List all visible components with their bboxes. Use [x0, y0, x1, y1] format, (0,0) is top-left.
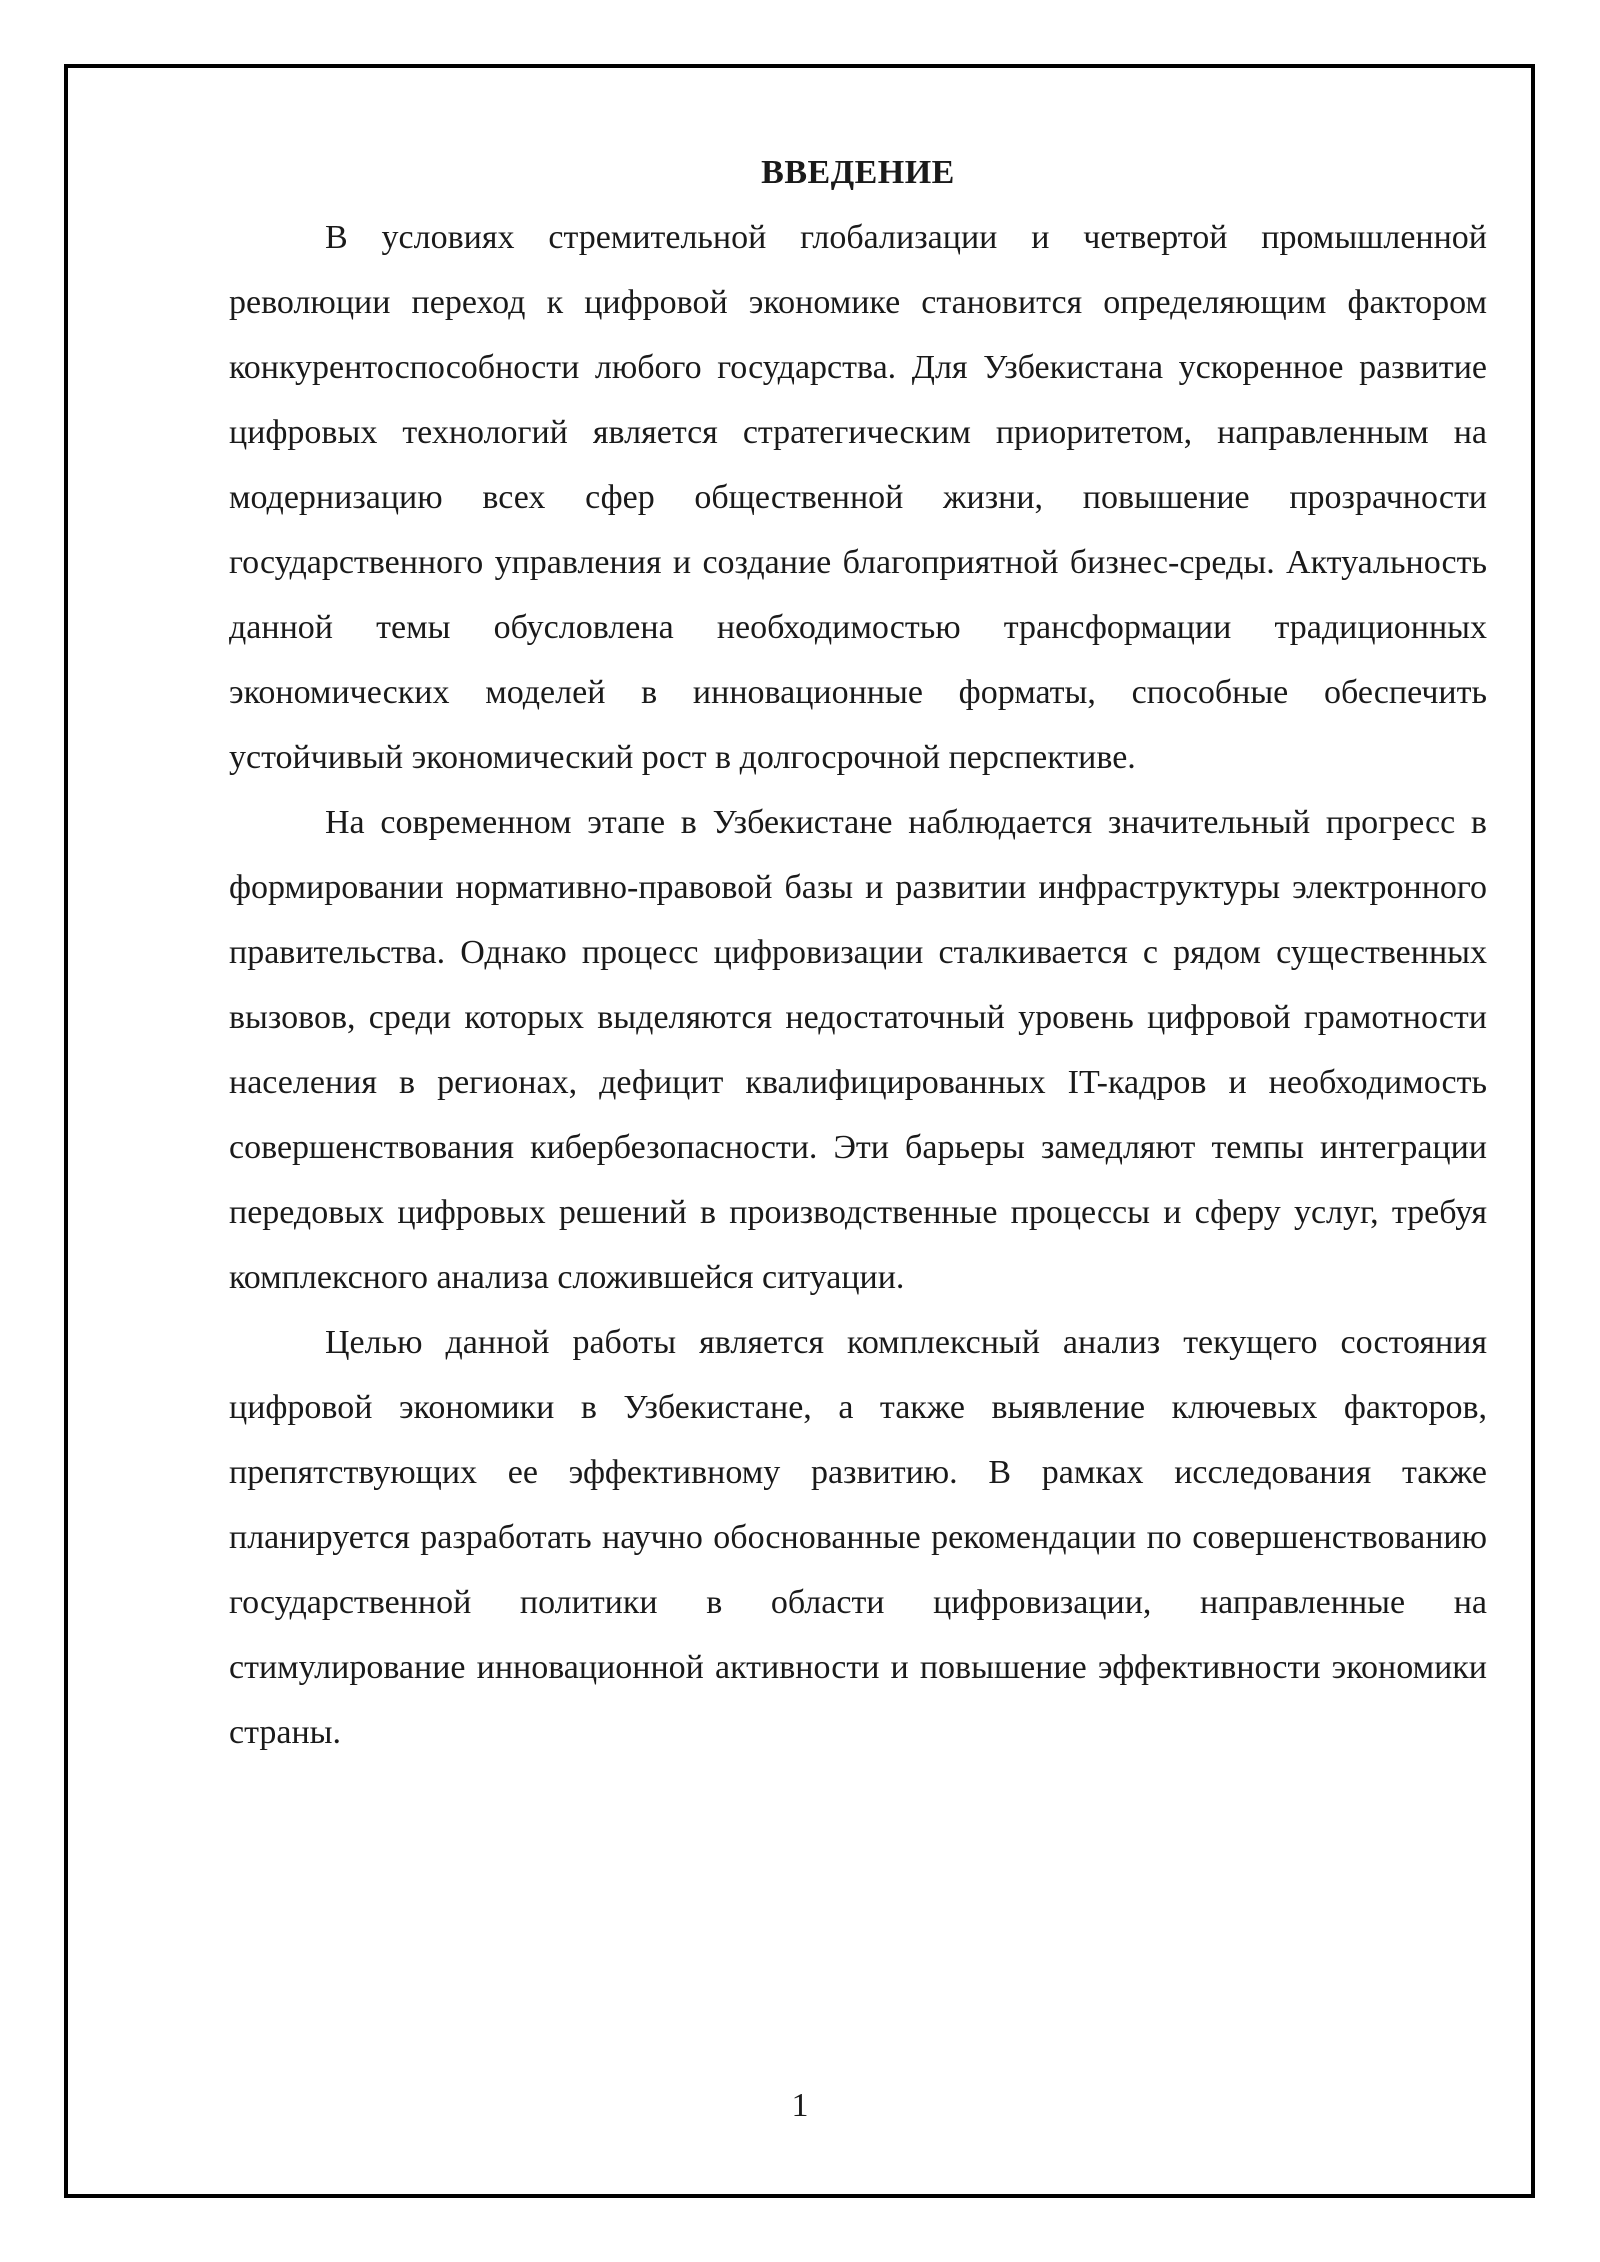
paragraph-2: На современном этапе в Узбекистане наблюдается значительный прогресс в формировании нормативно-правовой базы и развитии инфраструктуры электронного правительства. Однако процесс цифровизации сталкивается с рядом существенных вызовов, среди которых выделяются недостаточный уровень цифровой грамотности населения в регионах, дефицит квалифицированных IT-кадров и необходимость совершенствования кибербезопасности. Эти барьеры замедляют темпы интеграции передовых цифровых решений в производственные процессы и сферу услуг, требуя комплексного анализа сложившейся ситуации. — [229, 804, 1487, 1296]
document-title: ВВЕДЕНИЕ — [761, 154, 955, 191]
paragraph-3: Целью данной работы является комплексный анализ текущего состояния цифровой экономики в Узбекистане, а также выявление ключевых факторов, препятствующих ее эффективному развитию. В рамках исследования также планируется разработать научно обоснованные рекомендации по совершенствованию государственной политики в области цифровизации, направленные на стимулирование инновационной активности и повышение эффективности экономики страны. — [229, 1324, 1487, 1751]
page-number: 1 — [791, 2087, 809, 2124]
paragraph-1: В условиях стремительной глобализации и четвертой промышленной революции переход к цифровой экономике становится определяющим фактором конкурентоспособности любого государства. Для Узбекистана ускоренное развитие цифровых технологий является стратегическим приоритетом, направленным на модернизацию всех сфер общественной жизни, повышение прозрачности государственного управления и создание благоприятной бизнес-среды. Актуальность данной темы обусловлена необходимостью трансформации традиционных экономических моделей в инновационные форматы, способные обеспечить устойчивый экономический рост в долгосрочной перспективе. — [229, 219, 1487, 776]
document-body — [229, 140, 1487, 1765]
